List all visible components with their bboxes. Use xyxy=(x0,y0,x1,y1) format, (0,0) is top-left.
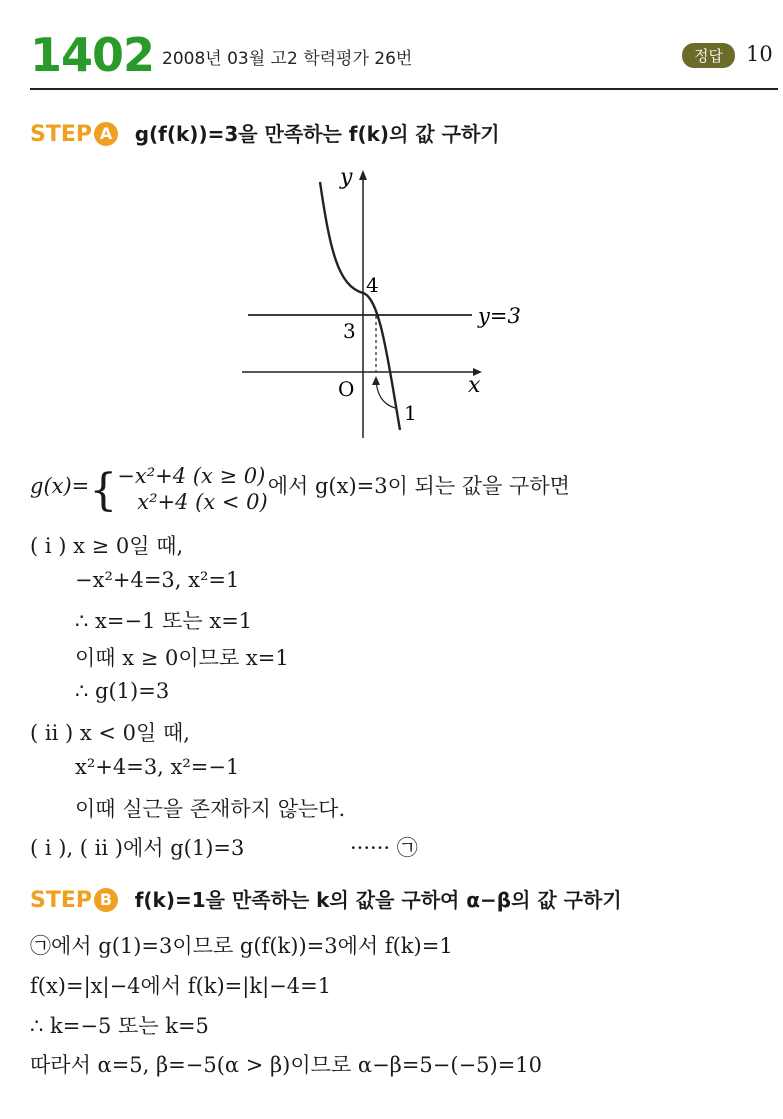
graph-curve xyxy=(320,182,400,430)
page-header xyxy=(0,0,783,90)
case-2-line-2: 이때 실근을 존재하지 않는다. xyxy=(75,797,346,821)
function-graph xyxy=(230,160,550,445)
step-b-heading xyxy=(30,884,622,913)
case-1-line-1: −x²+4=3, x²=1 xyxy=(75,568,240,592)
case-1-heading: ( i ) x ≥ 0일 때, xyxy=(30,534,184,558)
pointer-arrowhead xyxy=(372,376,380,385)
step-b-title: f(k)=1을 만족하는 k의 값을 구하여 α−β의 값 구하기 xyxy=(134,888,622,912)
step-a-heading xyxy=(30,118,500,147)
equation-marker: ······ ㉠ xyxy=(350,836,418,860)
solution-b-line-2: f(x)=|x|−4에서 f(k)=|k|−4=1 xyxy=(30,974,332,998)
piecewise-lhs: g(x)= xyxy=(30,474,90,498)
x-axis-label: x xyxy=(468,373,481,398)
piecewise-line xyxy=(30,463,570,516)
piecewise-rhs: 에서 g(x)=3이 되는 값을 구하면 xyxy=(267,474,570,498)
problem-source: 2008년 03월 고2 학력평가 26번 xyxy=(162,49,413,69)
piece-2: x²+4 (x < 0) xyxy=(137,490,268,514)
case-1-line-2: ∴ x=−1 또는 x=1 xyxy=(75,609,253,633)
solution-b-line-4: 따라서 α=5, β=−5(α > β)이므로 α−β=5−(−5)=10 xyxy=(30,1053,543,1077)
case-conclusion: ( i ), ( ii )에서 g(1)=3 xyxy=(30,836,245,860)
solution-b-line-1: ㉠에서 g(1)=3이므로 g(f(k))=3에서 f(k)=1 xyxy=(30,934,453,958)
header-divider xyxy=(30,88,778,90)
y-axis-label: y xyxy=(340,165,353,190)
piece-1: −x²+4 (x ≥ 0) xyxy=(117,464,266,488)
solution-b-line-3: ∴ k=−5 또는 k=5 xyxy=(30,1014,209,1038)
step-b-label: STEP xyxy=(30,888,93,913)
origin-label: O xyxy=(338,377,355,401)
step-a-label: STEP xyxy=(30,122,93,147)
step-a-title: g(f(k))=3을 만족하는 f(k)의 값 구하기 xyxy=(134,122,500,146)
line-label: y=3 xyxy=(478,304,521,328)
level-label: 3 xyxy=(343,319,356,343)
answer-value: 10 xyxy=(746,42,773,66)
case-2-line-1: x²+4=3, x²=−1 xyxy=(75,755,240,779)
answer-badge: 정답 xyxy=(682,43,735,68)
point-label: 1 xyxy=(404,401,417,425)
case-1-line-4: ∴ g(1)=3 xyxy=(75,679,170,703)
y-intercept-label: 4 xyxy=(366,273,379,297)
piecewise-brace: { xyxy=(89,465,118,516)
case-2-heading: ( ii ) x < 0일 때, xyxy=(30,721,190,745)
step-b-letter: B xyxy=(94,888,118,912)
case-1-line-3: 이때 x ≥ 0이므로 x=1 xyxy=(75,646,289,670)
step-a-letter: A xyxy=(94,122,118,146)
y-axis-arrow xyxy=(359,170,367,180)
problem-number: 1402 xyxy=(30,28,155,82)
